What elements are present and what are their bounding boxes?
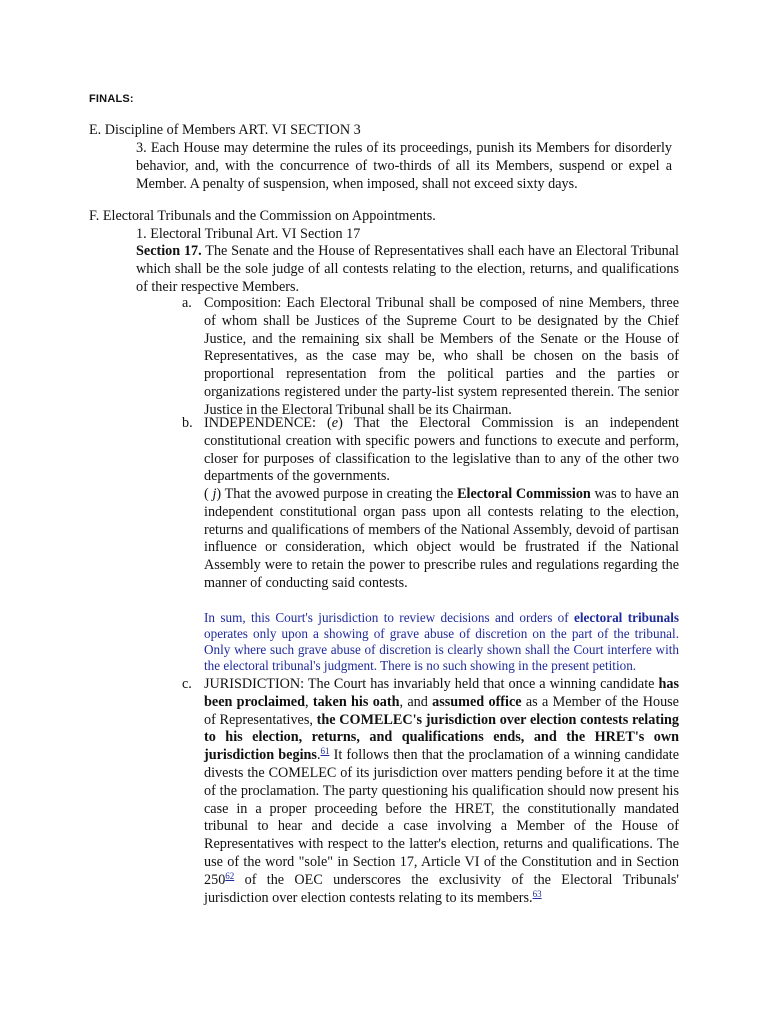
jur-text-2: , <box>304 693 313 710</box>
section-17-paragraph <box>136 243 679 296</box>
finals-heading: FINALS: <box>89 93 134 105</box>
footnote-link-61[interactable]: 61 <box>320 746 330 757</box>
independence-paragraph <box>204 415 679 486</box>
quote-bold-term: electoral tribunals <box>574 610 680 625</box>
composition-paragraph: Composition: Each Electoral Tribunal shall be composed of nine Members, three of whom shall be Justices of the Supreme Court to be designated by the Chief Justice, and the remaining six shall be Members of the Senate or the House of Representatives, as the case may be, who shall be chosen on the basis of proportional representation from the political parties and the parties or organizations registered under the party-list system represented therein. The senior Justice in the Electoral Tribunal shall be its Chairman. <box>204 295 679 418</box>
jur-text-3: , and <box>399 693 433 710</box>
jur-bold-2: taken his oath <box>312 693 400 710</box>
jur-text-5: . <box>316 747 321 764</box>
jur-text-7: of the OEC underscores the exclusivity of the Electoral Tribunals' jurisdiction over election contests relating to its members. <box>204 871 679 906</box>
ec-marker-j: j <box>208 486 217 502</box>
jur-text-1: JURISDICTION: The Court has invariably held that once a winning candidate <box>204 676 659 692</box>
jur-text-4: as a Member of the House of Representatives, <box>204 693 679 728</box>
electoral-commission-paragraph <box>204 486 679 593</box>
quote-text-pre: In sum, this Court's jurisdiction to review decisions and orders of <box>204 610 575 625</box>
independence-text-post: ) That the Electoral Commission is an independent constitutional creation with specific powers and functions to execute and perform, closer for purposes of classification to the legislative than to any of the other two departments of the governments. <box>204 415 679 485</box>
ec-text-post: was to have an independent constitutional organ pass upon all contests relating to the election, returns and qualifications of members of the National Assembly, devoid of partisan influence or consideration, which object would be frustrated if the National Assembly were to retain the power to prescribe rules and regulations regarding the manner of conducting said contests. <box>204 486 679 591</box>
jur-bold-1: has been proclaimed <box>204 676 679 710</box>
section-17-label: Section 17. <box>136 243 202 259</box>
independence-marker-e: e <box>331 415 339 431</box>
independence-text-pre: INDEPENDENCE: ( <box>204 415 332 431</box>
section-f-heading: F. Electoral Tribunals and the Commission on Appointments. <box>89 208 436 224</box>
ec-text-mid: ) That the avowed purpose in creating the <box>216 486 458 502</box>
section-17-text: The Senate and the House of Representatives shall each have an Electoral Tribunal which shall be the sole judge of all contests relating to the election, returns, and qualifications of their respective Members. <box>136 243 680 295</box>
list-label-b: b. <box>182 415 193 431</box>
jur-bold-4: the COMELEC's jurisdiction over election contests relating to his election, returns, and qualifications ends, and the HRET's own jurisdiction begins <box>204 711 679 764</box>
footnote-link-63[interactable]: 63 <box>532 888 542 899</box>
item-1-heading: 1. Electoral Tribunal Art. VI Section 17 <box>136 226 361 242</box>
footnote-link-62[interactable]: 62 <box>225 870 235 881</box>
section-e-text: 3. Each House may determine the rules of its proceedings, punish its Members for disorderly behavior, and, with the concurrence of two-thirds of all its Members, suspend or expel a Member. A penalty of suspension, when imposed, shall not exceed sixty days. <box>136 140 672 192</box>
jur-text-6: It follows then that the proclamation of a winning candidate divests the COMELEC of its jurisdiction over matters pending before it at the time of the proclamation. The party questioning his qualification should now present his case in a proper proceeding before the HRET, the constitutionally mandated tribunal to hear and decide a case involving a Member of the House of Representatives with respect to the latter's election, returns and qualifications. The use of the word "sole" in Section 17, Article VI of the Constitution and in Section 250 <box>204 747 679 888</box>
ec-bold-term: Electoral Commission <box>457 486 591 502</box>
jur-bold-3: assumed office <box>432 693 522 710</box>
jurisdiction-paragraph <box>204 676 679 907</box>
list-label-c: c. <box>182 676 192 692</box>
quote-text-post: operates only upon a showing of grave abuse of discretion on the part of the tribunal. Only where such grave abuse of discretion is clearly shown shall the Court interfere with the electoral tribunal's judgment. There is no such showing in the present petition. <box>204 626 679 673</box>
ec-text-pre: ( <box>204 486 209 502</box>
quoted-ruling-paragraph <box>204 610 679 674</box>
list-label-a: a. <box>182 295 192 311</box>
section-e-heading: E. Discipline of Members ART. VI SECTION 3 <box>89 122 361 138</box>
